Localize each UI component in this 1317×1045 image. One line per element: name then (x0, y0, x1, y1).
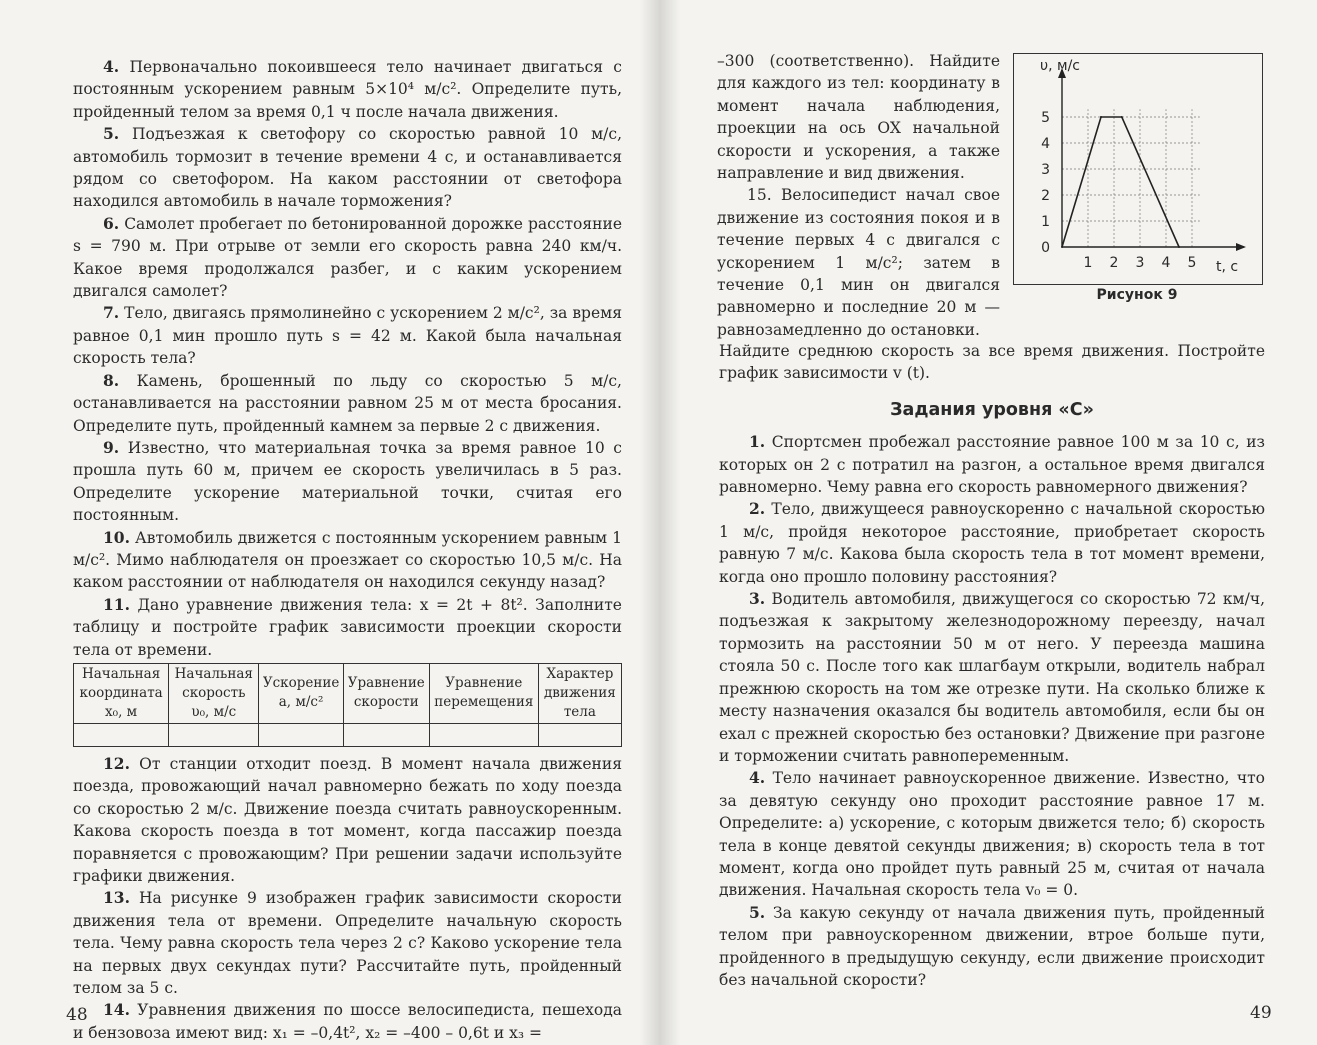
x-tick-label: 3 (1135, 255, 1145, 271)
motion-table (73, 663, 622, 747)
problem-text: Самолет пробегает по бетонированной дорожке расстояние s = 790 м. При отрыве от земли его скорость равна 240 км/ч. Какое время продолжался разбег, и с каким ускорением двигался самолет? (73, 214, 622, 301)
problem-13 (73, 887, 622, 999)
problem-number: 14. (103, 1000, 130, 1020)
table-header-row (74, 663, 622, 723)
problem-8 (73, 370, 622, 437)
velocity-series-line (1062, 117, 1179, 247)
table-cell (74, 723, 169, 746)
table-cell (538, 723, 621, 746)
problem-6 (73, 213, 622, 303)
table-header-cell: Ускорение a, м/с² (259, 663, 343, 723)
problem-number: 5. (103, 124, 120, 144)
problem-text: Первоначально покоившееся тело начинает двигаться с постоянным ускорением равным 5×10⁴ м/с². Определите путь, пройденный телом за время 0,1 ч после начала движения. (73, 58, 622, 121)
x-axis-label: t, с (1216, 259, 1239, 275)
problem-9 (73, 437, 622, 527)
problem-text: Подъезжая к светофору со скоростью равной 10 м/с, автомобиль тормозит в течение времени 4 с, и останавливается рядом со светофором. На каком расстоянии от светофора находился автомобиль в начале торможения? (73, 125, 622, 211)
chart-series (1061, 116, 1180, 248)
figure-caption: Рисунок 9 (1096, 287, 1178, 303)
problem-text: Уравнения движения по шоссе велосипедиста, пешехода и бензовоза имеют вид: x₁ = –0,4t², x₂ = –400 – 0,6t и x₃ = (73, 1001, 622, 1042)
problem-text: Автомобиль движется с постоянным ускорением равным 1 м/с². Мимо наблюдателя он проезжает со скоростью 10,5 м/с. На каком расстоянии от наблюдателя он находился секунду назад? (73, 528, 622, 592)
problem-number: 12. (103, 753, 130, 773)
problem-number: 3. (749, 589, 766, 609)
problem-text: Спортсмен пробежал расстояние равное 100 м за 10 с, из которых он 2 с потратил на разгон, а остальное время двигался равномерно. Чему равна его скорость равномерного движения? (719, 433, 1265, 497)
data-point (1061, 246, 1063, 248)
problem-14-continued: –300 (соответственно). Найдите для каждого из тел: координату в момент начала наблюдения, проекции на ось OX начальной скорости и ускорения, а также направление и вид движения. (717, 52, 1000, 183)
problem-number: 1. (749, 432, 766, 452)
data-point (1178, 246, 1180, 248)
x-tick-label: 2 (1109, 255, 1119, 271)
data-point (1100, 116, 1102, 118)
section-heading: Задания уровня «С» (890, 399, 1094, 420)
problem-text: Тело, двигаясь прямолинейно с ускорением 2 м/с², за время равное 0,1 мин прошло путь s = 42 м. Какой была начальная скорость тела? (73, 304, 622, 368)
problem-number: 4. (103, 57, 120, 76)
table-header-cell: Уравнение скорости (343, 663, 429, 723)
y-tick-label: 2 (1041, 188, 1050, 204)
problem-14 (73, 999, 622, 1044)
problem-text: Тело начинает равноускоренное движение. Известно, что за девятую секунду оно проходит расстояние равное 17 м. Определите: а) ускорение, с которым движется тело; б) скорость тела в конце девятой секунды движения; в) скорость тела в тот момент, когда оно пройдет путь равный 25 м, считая от начала движения. Начальная скорость тела v₀ = 0. (719, 769, 1265, 900)
chart-axes (1058, 68, 1246, 251)
problem-12 (73, 753, 622, 887)
page-number-right: 49 (1250, 1003, 1272, 1023)
x-axis-arrow-icon (1236, 243, 1246, 251)
problem-number: 15. (747, 186, 772, 205)
problem-text: За какую секунду от начала движения путь, пройденный телом при равноускоренном движении, втрое больше пути, пройденного в предыдущую секунду, если движение происходит без начальной скорости? (719, 903, 1265, 989)
problem-text: На рисунке 9 изображен график зависимости скорости движения тела от времени. Определите начальную скорость тела. Чему равна скорость тела через 2 с? Каково ускорение тела на первых двух секундах пути? Рассчитайте путь, пройденный телом за 5 с. (73, 889, 622, 998)
problem-4 (73, 56, 622, 123)
problem-text: Водитель автомобиля, движущегося со скоростью 72 км/ч, подъезжая к закрытому железнодорожному переезду, начал тормозить на расстоянии 50 м от него. У переезда машина стояла 50 с. После того как шлагбаум открыли, водитель набрал прежнюю скорость на том же отрезке пути. На сколько ближе к месту назначения оказался бы водитель автомобиля, если бы он ехал с прежней скоростью без остановки? Движение при разгоне и торможении считать равнопеременным. (719, 590, 1265, 765)
problem-c2 (719, 498, 1265, 588)
problem-15 (717, 184, 1000, 341)
table-row (74, 723, 622, 746)
problem-text: Тело, движущееся равноускоренно с начальной скоростью 1 м/с, пройдя некоторое расстояние, приобретает скорость равную 7 м/с. Какова была скорость тела в тот момент времени, когда оно прошло половину расстояния? (719, 500, 1265, 586)
table-cell (259, 723, 343, 746)
problem-number: 7. (103, 303, 120, 323)
problem-text: Камень, брошенный по льду со скоростью 5 м/с, останавливается на расстоянии равном 25 м от места бросания. Определите путь, пройденный камнем за первые 2 с движения. (73, 371, 622, 435)
table-cell (343, 723, 429, 746)
table-header-cell: Начальная скорость υ₀, м/с (169, 663, 259, 723)
y-tick-label: 4 (1041, 136, 1050, 152)
problem-number: 10. (103, 527, 130, 547)
left-column (73, 56, 622, 1044)
x-tick-label: 1 (1083, 255, 1093, 271)
table-cell (169, 723, 259, 746)
right-top-text (717, 50, 1000, 341)
problem-number: 2. (749, 499, 766, 519)
figure-9 (1013, 53, 1263, 285)
problem-5 (73, 123, 622, 213)
table-header-cell: Начальная координата x₀, м (74, 663, 169, 723)
problem-7 (73, 302, 622, 369)
problem-number: 11. (103, 594, 130, 614)
problem-number: 8. (103, 370, 120, 390)
right-main-text (719, 340, 1265, 991)
velocity-chart (1014, 54, 1262, 284)
x-tick-label: 4 (1161, 255, 1171, 271)
table-cell (429, 723, 538, 746)
x-tick-label: 5 (1187, 255, 1197, 271)
left-page (0, 0, 658, 1045)
table-header-cell: Характер движения тела (538, 663, 621, 723)
y-tick-label: 3 (1041, 162, 1050, 178)
problem-10 (73, 527, 622, 594)
y-tick-label: 1 (1041, 214, 1050, 230)
problem-text: Велосипедист начал свое движение из состояния покоя и в течение первых 4 с двигался с ускорением 1 м/с²; затем в течение 0,1 мин он двигался равномерно и последние 20 м — равнозамедленно до остановки. (717, 186, 1000, 339)
problem-c1 (719, 431, 1265, 498)
problem-15-end: Найдите среднюю скорость за все время движения. Постройте график зависимости v (t). (719, 342, 1265, 383)
problem-text: Дано уравнение движения тела: x = 2t + 8t². Заполните таблицу и постройте график зависимости проекции скорости тела от времени. (73, 595, 622, 659)
problem-text: Известно, что материальная точка за время равное 10 с прошла путь 60 м, причем ее скорость увеличилась в 5 раз. Определите ускорение материальной точки, считая его постоянным. (73, 438, 622, 525)
y-axis-label: υ, м/с (1040, 58, 1080, 74)
problem-number: 6. (103, 213, 120, 233)
y-tick-label: 5 (1041, 110, 1050, 126)
table-header-cell: Уравнение перемещения (429, 663, 538, 723)
page-number-left: 48 (66, 1005, 88, 1025)
problem-number: 9. (103, 437, 120, 457)
y-tick-label: 0 (1041, 240, 1050, 256)
data-point (1121, 116, 1123, 118)
problem-c3 (719, 588, 1265, 767)
problem-c4 (719, 767, 1265, 901)
problem-c5 (719, 902, 1265, 992)
problem-11 (73, 594, 622, 661)
problem-text: От станции отходит поезд. В момент начала движения поезда, провожающий начал равномерно бежать по ходу поезда со скоростью 2 м/с. Движение поезда считать равноускоренным. Какова скорость поезда в тот момент, когда пассажир поезда поравняется с провожающим? При решении задачи используйте графики движения. (73, 754, 622, 885)
problem-number: 5. (749, 902, 766, 922)
problem-number: 13. (103, 888, 130, 908)
problem-number: 4. (749, 768, 766, 788)
